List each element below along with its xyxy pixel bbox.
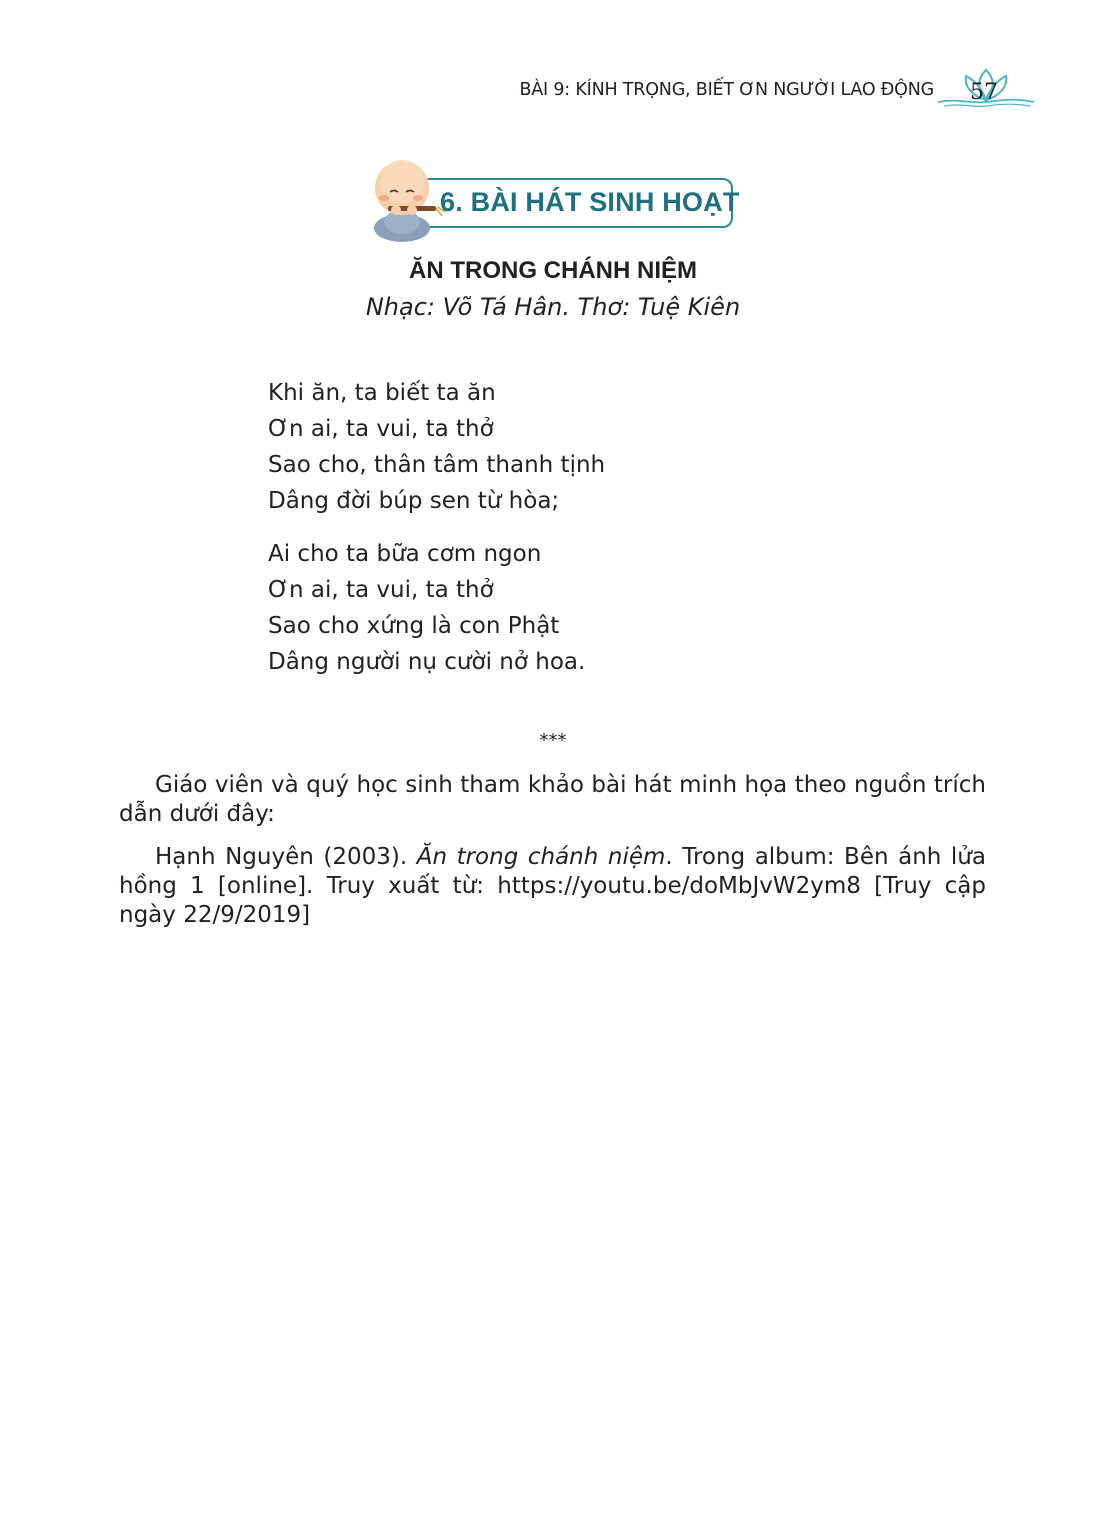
page-number: 57 bbox=[970, 80, 998, 105]
lyric-line: Ai cho ta bữa cơm ngon bbox=[268, 541, 542, 567]
lyric-line: Sao cho xứng là con Phật bbox=[268, 613, 560, 639]
lyric-line: Sao cho, thân tâm thanh tịnh bbox=[268, 452, 606, 478]
lyric-line: Dâng đời búp sen từ hòa; bbox=[268, 488, 560, 514]
lyric-line: Dâng người nụ cười nở hoa. bbox=[268, 649, 586, 675]
citation-title: Ăn trong chánh niệm bbox=[416, 844, 666, 870]
stanza-1 bbox=[268, 375, 605, 519]
section-separator: *** bbox=[539, 730, 567, 751]
monk-playing-flute-icon bbox=[366, 152, 446, 244]
reference-citation bbox=[119, 843, 986, 930]
citation-prefix: Hạnh Nguyên (2003). bbox=[155, 844, 417, 870]
lyric-line: Ơn ai, ta vui, ta thở bbox=[268, 577, 494, 603]
song-credit: Nhạc: Võ Tá Hân. Thơ: Tuệ Kiên bbox=[365, 293, 741, 321]
lyric-line: Khi ăn, ta biết ta ăn bbox=[268, 380, 496, 406]
lyric-line: Ơn ai, ta vui, ta thở bbox=[268, 416, 494, 442]
song-title: ĂN TRONG CHÁNH NIỆM bbox=[409, 257, 697, 284]
stanza-2 bbox=[268, 536, 585, 680]
reference-intro-paragraph: Giáo viên và quý học sinh tham khảo bài hát minh họa theo nguồn trích dẫn dưới đây: bbox=[119, 772, 986, 827]
chapter-header: BÀI 9: KÍNH TRỌNG, BIẾT ƠN NGƯỜI LAO ĐỘNG bbox=[519, 80, 934, 100]
section-title: 6. BÀI HÁT SINH HOẠT bbox=[440, 187, 740, 217]
citation-suffix: . Trong album: Bên ánh lửa hồng 1 [online]. Truy xuất từ: https://youtu.be/doMbJvW2ym8 [Truy cập ngày 22/9/2019] bbox=[119, 844, 986, 928]
